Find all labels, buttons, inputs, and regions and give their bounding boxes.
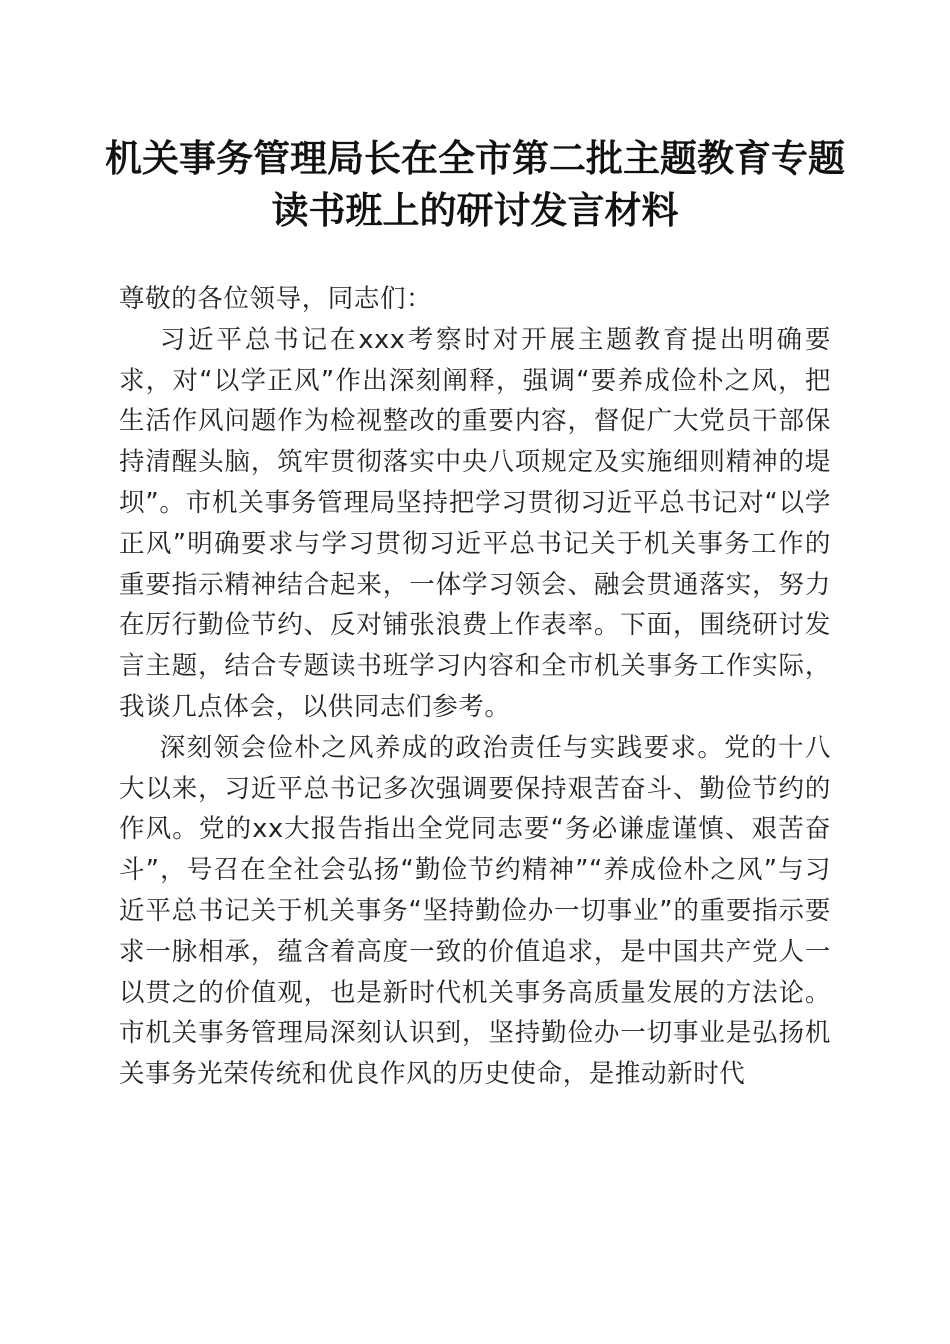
greeting: 尊敬的各位领导，同志们： <box>119 284 433 314</box>
title-line-2: 读书班上的研讨发言材料 <box>271 188 679 232</box>
title-line-1: 机关事务管理局长在全市第二批主题教育专题 <box>105 136 845 180</box>
paragraph-1: 习近平总书记在xxx考察时对开展主题教育提出明确要求，对“以学正风”作出深刻阐释，强调“要养成俭朴之风，把生活作风问题作为检视整改的重要内容，督促广大党员干部保持清醒头脑，筑牢贯彻落实中央八项规定及实施细则精神的堤坝”。市机关事务管理局坚持把学习贯彻习近平总书记对“以学正风”明确要求与学习贯彻习近平总书记关于机关事务工作的重要指示精神结合起来，一体学习领会、融会贯通落实，努力在厉行勤俭节约、反对铺张浪费上作表率。下面，围绕研讨发言主题，结合专题读书班学习内容和全市机关事务工作实际，我谈几点体会，以供同志们参考。 <box>119 324 831 722</box>
document-body <box>119 279 831 1095</box>
document-title <box>60 132 890 236</box>
paragraph-2: 深刻领会俭朴之风养成的政治责任与实践要求。党的十八大以来，习近平总书记多次强调要保持艰苦奋斗、勤俭节约的作风。党的xx大报告指出全党同志要“务必谦虚谨慎、艰苦奋斗”，号召在全社会弘扬“勤俭节约精神”“养成俭朴之风”与习近平总书记关于机关事务“坚持勤俭办一切事业”的重要指示要求一脉相承，蕴含着高度一致的价值追求，是中国共产党人一以贯之的价值观，也是新时代机关事务高质量发展的方法论。市机关事务管理局深刻认识到，坚持勤俭办一切事业是弘扬机关事务光荣传统和优良作风的历史使命，是推动新时代 <box>119 732 831 1090</box>
